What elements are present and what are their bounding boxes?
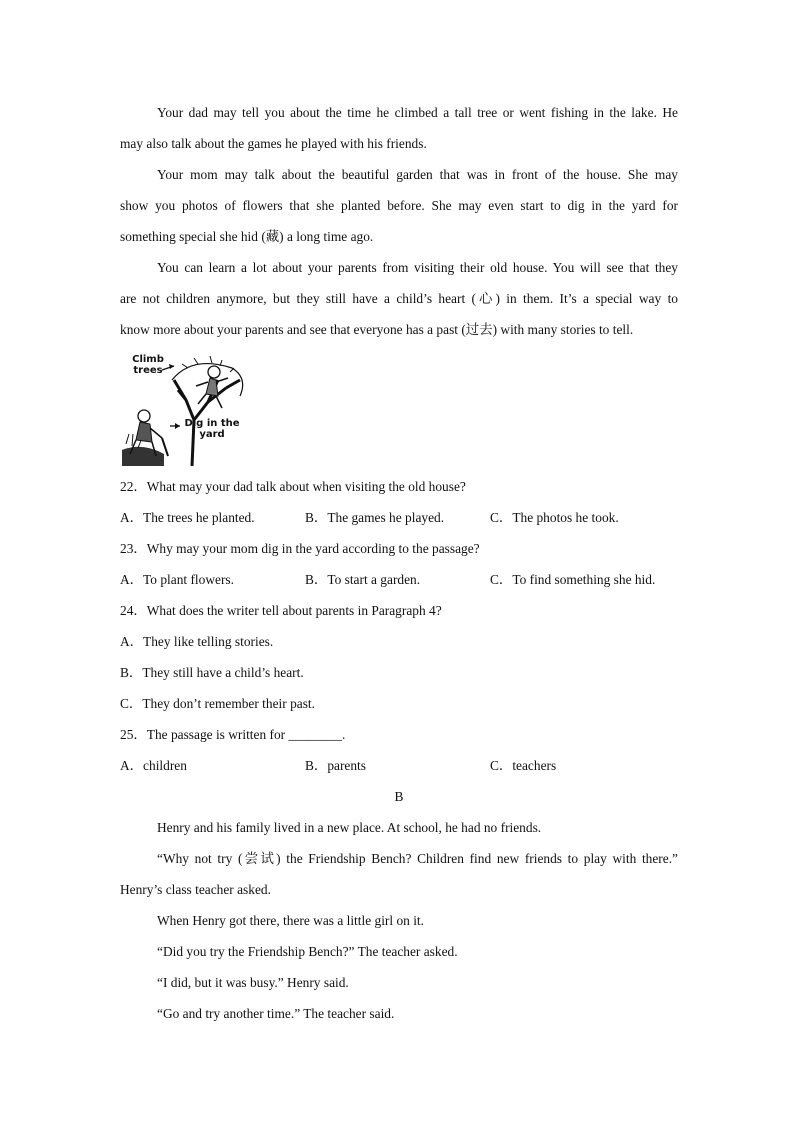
passage-b-heading: B: [394, 789, 404, 804]
question-24-stem: 24．What does the writer tell about parents in Paragraph 4?: [120, 603, 442, 618]
question-22-options: [120, 502, 678, 533]
document-page: [120, 97, 678, 1029]
question-25-stem: 25．The passage is written for ________.: [120, 727, 346, 742]
passage-a-p2-line2: show you photos of flowers that she planted before. She may even start to dig in the yard for: [120, 198, 678, 213]
passage-b-p2-line1: “Why not try (尝试) the Friendship Bench? Children find new friends to play with there.”: [157, 851, 678, 866]
passage-a-p1-line1: Your dad may tell you about the time he climbed a tall tree or went fishing in the lake. He: [157, 105, 678, 120]
passage-a-p2-line1: Your mom may talk about the beautiful garden that was in front of the house. She may: [157, 167, 678, 182]
passage-a-p2-line3: something special she hid (藏) a long time ago.: [120, 229, 374, 244]
label-trees: trees: [133, 365, 163, 376]
passage-b-p1: Henry and his family lived in a new place. At school, he had no friends.: [157, 820, 542, 835]
passage-b-p2-line2: Henry’s class teacher asked.: [120, 882, 271, 897]
question-25-option-c[interactable]: C．teachers: [490, 758, 557, 773]
passage-a-p3-line3: know more about your parents and see that everyone has a past (过去) with many stories to tell.: [120, 322, 634, 337]
passage-b-p3: When Henry got there, there was a little girl on it.: [157, 913, 424, 928]
passage-b-p4: “Did you try the Friendship Bench?” The teacher asked.: [157, 944, 458, 959]
question-23-option-b[interactable]: B．To start a garden.: [305, 572, 421, 587]
label-yard: yard: [199, 429, 225, 440]
question-23-option-a[interactable]: A．To plant flowers.: [120, 572, 234, 587]
passage-a-p3-line1: You can learn a lot about your parents from visiting their old house. You will see that they: [157, 260, 678, 275]
label-climb: Climb: [132, 354, 164, 365]
question-22-option-b[interactable]: B．The games he played.: [305, 510, 445, 525]
question-25-option-a[interactable]: A．children: [120, 758, 187, 773]
illustration: [122, 350, 248, 466]
question-22-option-c[interactable]: C．The photos he took.: [490, 510, 619, 525]
question-23-options: [120, 564, 678, 595]
passage-b-p6: “Go and try another time.” The teacher said.: [157, 1006, 395, 1021]
question-23-option-c[interactable]: C．To find something she hid.: [490, 572, 656, 587]
question-25-options: [120, 750, 678, 781]
question-22-option-a[interactable]: A．The trees he planted.: [120, 510, 255, 525]
passage-a-p1-line2: may also talk about the games he played with his friends.: [120, 136, 427, 151]
label-dig-in-the: Dig in the: [184, 418, 240, 429]
label-climb-trees: [128, 354, 168, 376]
question-23-stem: 23．Why may your mom dig in the yard according to the passage?: [120, 541, 480, 556]
label-dig-in-the-yard: [180, 418, 244, 440]
passage-b-p5: “I did, but it was busy.” Henry said.: [157, 975, 349, 990]
question-22-stem: 22．What may your dad talk about when visiting the old house?: [120, 479, 466, 494]
question-24-option-a[interactable]: A．They like telling stories.: [120, 634, 274, 649]
passage-a-p3-line2: are not children anymore, but they still have a child’s heart (心) in them. It’s a special way to: [120, 291, 678, 306]
question-24-option-b[interactable]: B．They still have a child’s heart.: [120, 665, 304, 680]
question-25-option-b[interactable]: B．parents: [305, 758, 366, 773]
question-24-option-c[interactable]: C．They don’t remember their past.: [120, 696, 315, 711]
